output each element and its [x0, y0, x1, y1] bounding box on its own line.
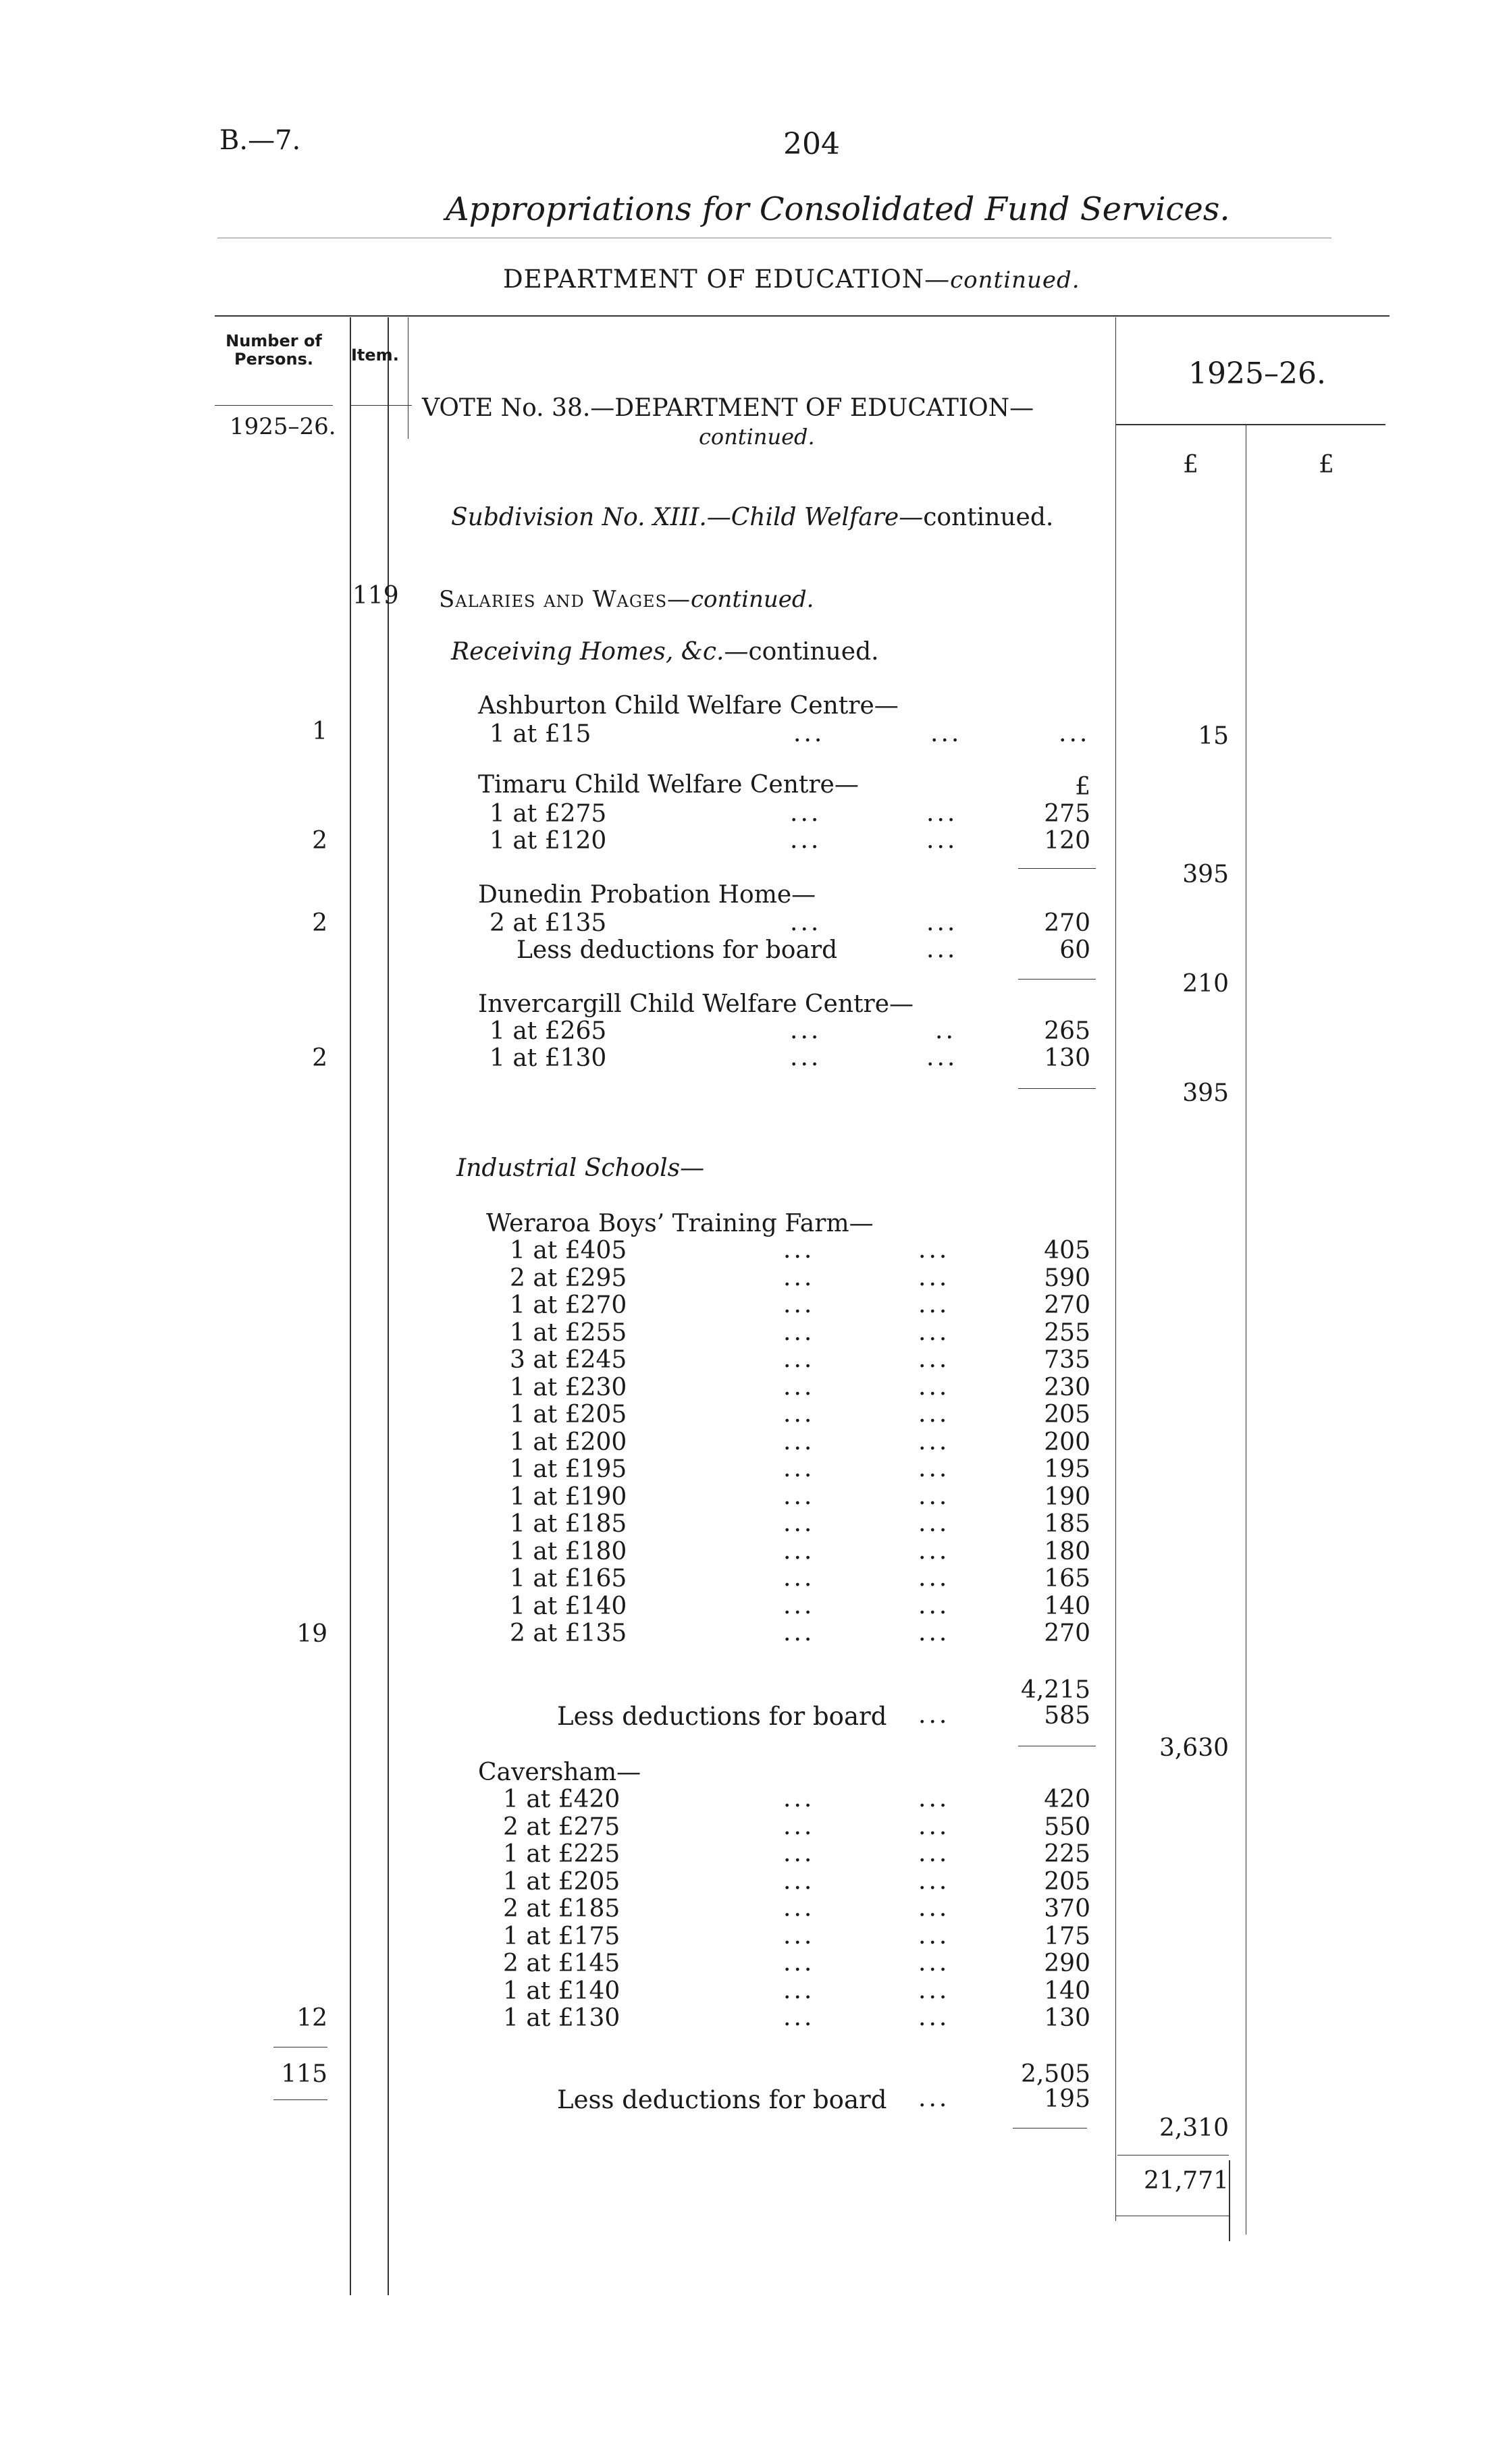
leader-dots: ...	[926, 1044, 958, 1071]
caversham-line: 1 at £175	[503, 1922, 620, 1950]
caversham-amount: 290	[1044, 1950, 1090, 1977]
leader-dots: ...	[918, 2004, 950, 2031]
timaru-name: Timaru Child Welfare Centre—	[478, 771, 859, 799]
leader-dots: ...	[783, 1345, 815, 1373]
grand-total: 21,771	[1144, 2167, 1229, 2195]
weraroa-line: 1 at £230	[510, 1373, 627, 1401]
leader-dots: ...	[783, 1427, 815, 1455]
leader-dots: ...	[783, 1867, 815, 1895]
item-column-divider	[388, 317, 389, 2295]
invercargill-line: 1 at £265	[490, 1017, 607, 1045]
caversham-less-amount: 195	[1044, 2085, 1090, 2113]
dunedin-persons: 2	[312, 909, 327, 937]
caversham-less: Less deductions for board	[557, 2085, 887, 2114]
weraroa-persons: 19	[296, 1620, 327, 1648]
leader-dots: ...	[918, 1291, 950, 1318]
weraroa-line: 1 at £270	[510, 1291, 627, 1319]
persons-column-divider	[350, 317, 351, 2295]
leader-dots: ...	[918, 1263, 950, 1291]
ashburton-total: 15	[1198, 722, 1229, 750]
caversham-gross: 2,505	[1020, 2060, 1090, 2088]
caversham-amount: 205	[1044, 1867, 1090, 1896]
caversham-name: Caversham—	[478, 1759, 641, 1786]
page-title: Appropriations for Consolidated Fund Services.	[446, 190, 1230, 228]
timaru-line: 1 at £120	[490, 827, 607, 855]
leader-dots: ...	[918, 2085, 950, 2112]
weraroa-less: Less deductions for board	[557, 1702, 887, 1731]
weraroa-amount: 255	[1044, 1318, 1090, 1347]
leader-dots: ...	[918, 1949, 950, 1977]
weraroa-amount: 185	[1044, 1510, 1090, 1538]
leader-dots: ...	[918, 1591, 950, 1619]
leader-dots: ...	[918, 1536, 950, 1565]
item-header-rule	[350, 405, 412, 406]
leader-dots: ...	[790, 826, 822, 854]
leader-dots: ...	[918, 1894, 950, 1922]
caversham-line: 2 at £145	[503, 1950, 620, 1977]
dunedin-name: Dunedin Probation Home—	[478, 881, 816, 909]
timaru-amount: 275	[1044, 800, 1090, 828]
page-number: 204	[783, 127, 840, 161]
weraroa-amount: 230	[1044, 1373, 1090, 1401]
year-column-divider	[1115, 317, 1116, 2221]
dunedin-line: 2 at £135	[490, 909, 607, 937]
caversham-line: 1 at £130	[503, 2004, 620, 2032]
leader-dots: ...	[918, 1427, 950, 1455]
weraroa-amount: 590	[1044, 1264, 1090, 1292]
weraroa-line: 1 at £140	[510, 1592, 627, 1620]
vote-title: VOTE No. 38.—DEPARTMENT OF EDUCATION—	[422, 394, 1034, 422]
leader-dots: ...	[918, 1236, 950, 1264]
weraroa-less-amount: 585	[1044, 1702, 1090, 1730]
leader-dots: ...	[918, 1976, 950, 2004]
leader-dots: ..	[935, 1017, 956, 1044]
invercargill-line: 1 at £130	[490, 1044, 607, 1072]
caversham-amount: 130	[1044, 2004, 1090, 2032]
leader-dots: ...	[1059, 720, 1090, 747]
weraroa-amount: 735	[1044, 1346, 1090, 1374]
weraroa-line: 2 at £135	[510, 1619, 627, 1647]
leader-dots: ...	[918, 1455, 950, 1482]
leader-dots: ...	[783, 1949, 815, 1977]
leader-dots: ...	[926, 826, 958, 854]
leader-dots: ...	[783, 1291, 815, 1318]
caversham-amount: 140	[1044, 1977, 1090, 2005]
leader-dots: ...	[918, 1482, 950, 1510]
leader-dots: ...	[783, 1263, 815, 1291]
leader-dots: ...	[783, 1372, 815, 1401]
leader-dots: ...	[918, 1785, 950, 1813]
document-reference: B.—7.	[219, 125, 301, 156]
leader-dots: ...	[918, 1318, 950, 1346]
caversham-line: 1 at £225	[503, 1840, 620, 1868]
leader-dots: ...	[783, 1894, 815, 1922]
leader-dots: ...	[783, 2004, 815, 2031]
leader-dots: ...	[918, 1812, 950, 1840]
leader-dots: ...	[790, 1017, 822, 1044]
leader-dots: ...	[783, 1455, 815, 1482]
grand-total-divider	[1229, 2160, 1230, 2241]
caversham-line: 1 at £205	[503, 1867, 620, 1896]
caversham-amount: 420	[1044, 1786, 1090, 1813]
dunedin-amount: 270	[1044, 909, 1090, 937]
timaru-amount: 120	[1044, 827, 1090, 855]
item-header: Item.	[351, 346, 399, 365]
caversham-line: 1 at £140	[503, 1977, 620, 2005]
weraroa-line: 1 at £205	[510, 1401, 627, 1428]
dunedin-less-amount: 60	[1059, 936, 1090, 964]
ashburton-persons: 1	[312, 718, 327, 745]
leader-dots: ...	[783, 1482, 815, 1510]
leader-dots: ...	[918, 1840, 950, 1867]
weraroa-name: Weraroa Boys’ Training Farm—	[486, 1210, 874, 1237]
caversham-line: 1 at £420	[503, 1786, 620, 1813]
invercargill-amount: 130	[1044, 1044, 1090, 1072]
weraroa-line: 1 at £405	[510, 1237, 627, 1264]
vote-continued: continued.	[699, 424, 815, 450]
number-of-persons-header: Number of Persons.	[226, 331, 322, 369]
leader-dots: ...	[783, 1785, 815, 1813]
leader-dots: ...	[918, 1619, 950, 1646]
leader-dots: ...	[783, 1318, 815, 1346]
caversham-line: 2 at £185	[503, 1895, 620, 1923]
leader-dots: ...	[918, 1564, 950, 1592]
leader-dots: ...	[790, 1044, 822, 1071]
weraroa-amount: 190	[1044, 1482, 1090, 1511]
caversham-total: 2,310	[1159, 2114, 1229, 2142]
weraroa-line: 1 at £180	[510, 1537, 627, 1565]
year-header-rule	[1115, 424, 1385, 425]
leader-dots: ...	[783, 1921, 815, 1950]
caversham-amount: 550	[1044, 1813, 1090, 1841]
sum-rule	[1018, 1088, 1096, 1089]
pound-header-b: £	[1319, 451, 1334, 479]
invercargill-amount: 265	[1044, 1017, 1090, 1045]
weraroa-amount: 205	[1044, 1401, 1090, 1428]
timaru-persons: 2	[312, 827, 327, 855]
leader-dots: ...	[926, 799, 958, 827]
invercargill-name: Invercargill Child Welfare Centre—	[478, 990, 914, 1018]
leader-dots: ...	[918, 1372, 950, 1401]
weraroa-line: 3 at £245	[510, 1346, 627, 1374]
weraroa-line: 1 at £255	[510, 1318, 627, 1347]
leader-dots: ...	[783, 1536, 815, 1565]
weraroa-amount: 270	[1044, 1619, 1090, 1647]
weraroa-line: 1 at £165	[510, 1565, 627, 1592]
leader-dots: ...	[783, 1812, 815, 1840]
persons-header-rule	[215, 405, 333, 406]
leader-dots: ...	[926, 936, 958, 963]
weraroa-amount: 165	[1044, 1565, 1090, 1592]
leader-dots: ...	[783, 1619, 815, 1646]
weraroa-line: 1 at £185	[510, 1510, 627, 1538]
weraroa-amount: 405	[1044, 1237, 1090, 1264]
leader-dots: ...	[930, 720, 962, 747]
receiving-homes-heading: Receiving Homes, &c.—continued.	[451, 638, 879, 666]
leader-dots: ...	[790, 909, 822, 936]
leader-dots: ...	[783, 1564, 815, 1592]
persons-year-header: 1925–26.	[230, 413, 336, 440]
leader-dots: ...	[918, 1400, 950, 1428]
weraroa-line: 2 at £295	[510, 1264, 627, 1292]
timaru-total: 395	[1182, 861, 1229, 888]
caversham-amount: 370	[1044, 1895, 1090, 1923]
item-number: 119	[352, 582, 399, 610]
leader-dots: ...	[783, 1976, 815, 2004]
leader-dots: ...	[918, 1701, 950, 1729]
leader-dots: ...	[783, 1840, 815, 1867]
weraroa-amount: 195	[1044, 1455, 1090, 1483]
weraroa-amount: 180	[1044, 1537, 1090, 1565]
leader-dots: ...	[783, 1236, 815, 1264]
persons-total-rule	[273, 2099, 327, 2100]
weraroa-amount: 270	[1044, 1291, 1090, 1319]
salaries-heading: Salaries and Wages—continued.	[439, 586, 814, 613]
leader-dots: ...	[918, 1867, 950, 1895]
sum-rule	[1018, 979, 1096, 980]
caversham-amount: 175	[1044, 1922, 1090, 1950]
leader-dots: ...	[918, 1921, 950, 1950]
ashburton-line: 1 at £15	[490, 720, 591, 748]
pound-header-a: £	[1183, 451, 1198, 479]
leader-dots: ...	[783, 1591, 815, 1619]
weraroa-line: 1 at £195	[510, 1455, 627, 1483]
leader-dots: ...	[918, 1345, 950, 1373]
leader-dots: ...	[793, 720, 825, 747]
timaru-line: 1 at £275	[490, 800, 607, 828]
caversham-amount: 225	[1044, 1840, 1090, 1868]
timaru-pound: £	[1075, 773, 1090, 801]
weraroa-line: 1 at £190	[510, 1482, 627, 1511]
caversham-persons: 12	[296, 2004, 327, 2032]
weraroa-total: 3,630	[1159, 1734, 1229, 1762]
department-heading: DEPARTMENT OF EDUCATION—continued.	[503, 265, 1080, 294]
industrial-schools-heading: Industrial Schools—	[456, 1154, 705, 1182]
weraroa-line: 1 at £200	[510, 1428, 627, 1456]
leader-dots: ...	[926, 909, 958, 936]
dunedin-less: Less deductions for board	[517, 936, 838, 964]
weraroa-gross: 4,215	[1020, 1676, 1090, 1704]
weraroa-amount: 200	[1044, 1428, 1090, 1456]
subdivision-heading: Subdivision No. XIII.—Child Welfare—continued.	[451, 504, 1054, 531]
caversham-line: 2 at £275	[503, 1813, 620, 1841]
leader-dots: ...	[918, 1509, 950, 1537]
leader-dots: ...	[783, 1400, 815, 1428]
amount-year-header: 1925–26.	[1188, 356, 1326, 391]
table-top-rule	[215, 315, 1390, 317]
dunedin-total: 210	[1182, 970, 1229, 998]
leader-dots: ...	[790, 799, 822, 827]
invercargill-total: 395	[1182, 1079, 1229, 1107]
weraroa-amount: 140	[1044, 1592, 1090, 1620]
invercargill-persons: 2	[312, 1044, 327, 1072]
leader-dots: ...	[783, 1509, 815, 1537]
persons-total: 115	[281, 2060, 327, 2088]
ashburton-name: Ashburton Child Welfare Centre—	[478, 692, 899, 720]
sum-rule	[1018, 868, 1096, 869]
